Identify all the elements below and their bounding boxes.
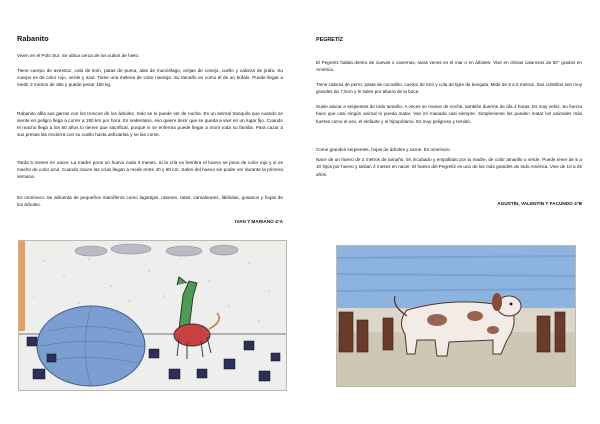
article-authors: IVAN Y MARIANO 4°A (235, 219, 283, 224)
paragraph: Tiene cuerpo de avestruz, cola de león, patas de puma, alas de murciélago, orejas de conejo, cuello y cabeza de jirafa. Su cuerpo es de color rojo, verde y azul. Tiene una melena de color naranja. Su tamaño es como el de un búfalo. Puede llegar a medir 3 metros de alto y puede pesar 180 kg. (17, 68, 283, 87)
article-title: PEGRETÍZ (316, 37, 343, 43)
paragraph: El Pegretíz habita dentro de cuevas o cavernas, raras veces en el mar o en árboles. Vive en climas calurosos de 50° grados en América. (316, 60, 582, 73)
paragraph: Es omnívoro. Se alimenta de pequeños mamíferos como lagartijas, ratones, ratas, camaleones, libélulas, gusanos y hojas de los árboles. (17, 195, 283, 207)
paragraph: Suele atacar a serpientes de todo tamaño. A veces se mueve de noche, también duerme de día 4 horas. Es muy veloz. Su fuerza hace que casi ningún animal lo pueda matar. Van en manada casi siempre. Simplemente los pueden matar los animales más fuertes como el oso, el elefante y el hipopótamo. Es muy peligroso y temido. (316, 104, 582, 124)
rabanito-drawing (18, 240, 287, 391)
paragraph: Viven en el Polo Sur. Se ubica cerca de los cubos de hielo. (17, 53, 140, 58)
paragraph: Tiene cabeza de perro, patas de cocodrilo, cuerpo de toro y cola de tigre de bengala. Mide de 2 a 5 metros. Sus colmillos son muy grandes de 7,5cm y le salen por afuera de la boca. (316, 82, 582, 95)
paragraph: Tarda 5 meses en nacer. La madre pone un huevo cada 3 meses. Si la cría es hembra el huevo se pone de color rojo y si es macho de color azul. Cuando nacen las crías llegan a medir entre 40 y 60 cm. Salen del huevo sin poder ver durante la primera semana. (17, 160, 283, 179)
pegretiz-drawing (336, 245, 576, 387)
paragraph: Come grandes serpientes, hojas de árboles y carne. Es omnívoro. (316, 147, 451, 152)
paragraph: Rabanito afila sus garras con los troncos de los árboles. Solo se lo puede ver de noche. Es un animal tranquilo que cuando se siente en peligro llega a correr a 150 km por hora. Es sedentario, eso quiere decir que se queda a vivir en un lugar fijo. Cuando el macho llega a los 50 años lo tienen que sacrificar, porque si se enferma puede llegar a morir toda su familia. Para cazar a sus presas las encierra con su cuello hasta asfixiarlas y se las come. (17, 111, 283, 137)
article-title: Rabanito (17, 34, 49, 43)
article-authors: AGUSTÍN, VALENTÍN Y FACUNDO 4°B (497, 201, 582, 206)
paragraph: Nace de un huevo de 2 metros de tamaño. Es incubado y empollado por la madre, de color amarillo o verde. Puede tener de 5 a 10 hijos por huevo y tardan 2 meses en nacer. El huevo del Pegretíz es uno de los más grandes de todo América. Vive de 10 a 25 años. (316, 157, 582, 177)
